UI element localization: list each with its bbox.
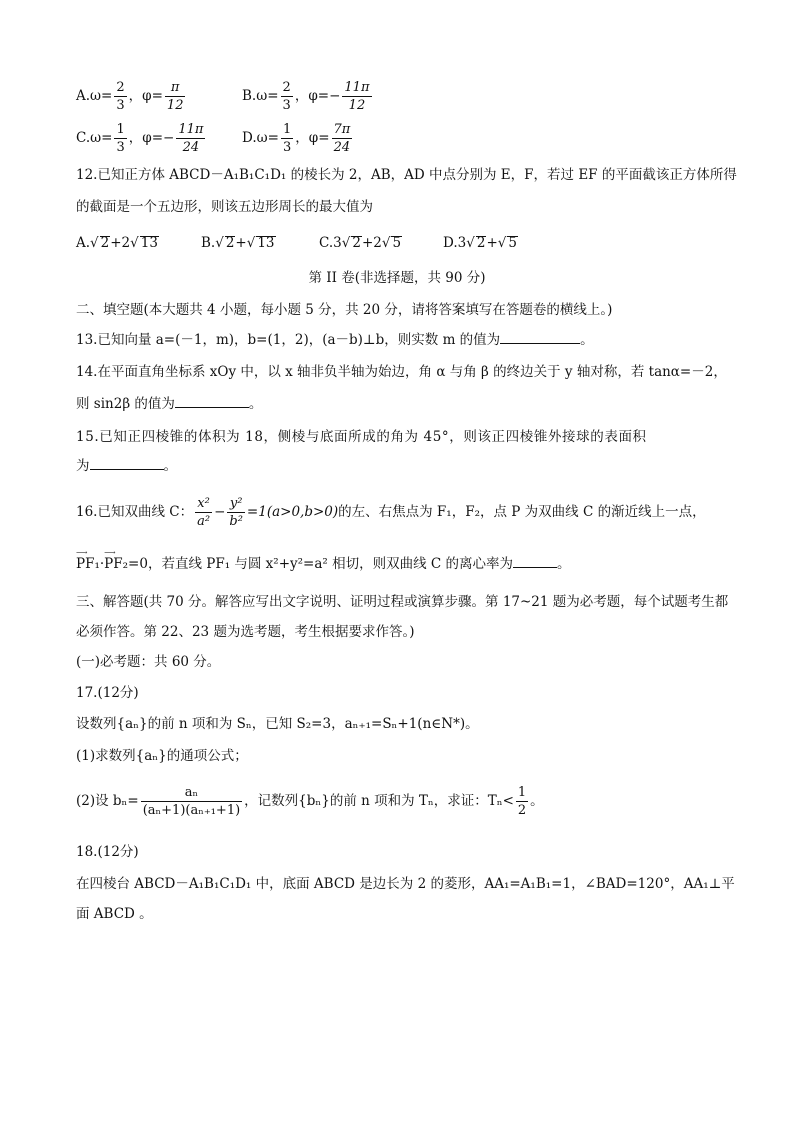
q16-text: 16.已知双曲线 C：	[76, 504, 194, 520]
q12-line-2: 的截面是一个五边形，则该五边形周长的最大值为	[76, 199, 373, 215]
numerator: 1	[116, 122, 125, 137]
numerator: 11π	[178, 122, 204, 137]
q13	[76, 334, 594, 348]
option-label: B.	[201, 235, 216, 251]
section3-heading-1: 三、解答题(共 70 分。解答应写出文字说明、证明过程或演算步骤。第 17~21 题为必考题，每个试题考生都	[76, 594, 729, 610]
numerator: 2	[116, 80, 125, 95]
period: 。	[530, 793, 544, 809]
q15-line-2	[76, 460, 177, 474]
phi-fraction	[176, 122, 205, 155]
radicand: 13	[140, 235, 158, 251]
numerator: π	[165, 80, 186, 97]
q16-line-2	[76, 548, 571, 572]
numerator: aₙ	[141, 785, 242, 802]
phi-fraction	[165, 80, 186, 113]
section2-heading: 二、填空题(本大题共 4 小题，每小题 5 分，共 20 分，请将答案填写在答题卷的横线上。)	[76, 302, 613, 318]
x-fraction	[195, 496, 212, 529]
dot-operator: ·	[99, 556, 105, 572]
period: 。	[163, 458, 177, 474]
numerator: 7π	[333, 122, 351, 137]
omega-fraction	[114, 80, 126, 113]
sqrt-symbol: √ 2	[466, 235, 486, 251]
separator: ，φ=−	[128, 130, 175, 146]
answer-blank	[90, 467, 164, 470]
period: 。	[557, 556, 571, 572]
separator: ，φ=	[295, 130, 330, 146]
q12-option-a	[76, 236, 159, 251]
period: 。	[580, 332, 594, 348]
sqrt-symbol: √ 13	[246, 235, 275, 251]
half-fraction	[516, 785, 528, 818]
q18-heading: 18.(12分)	[76, 844, 139, 860]
sqrt-symbol: √ 5	[381, 235, 402, 251]
q18-line-1: 在四棱台 ABCD－A₁B₁C₁D₁ 中，底面 ABCD 是边长为 2 的菱形，AA₁=A₁B₁=1，∠BAD=120°，AA₁⊥平	[76, 876, 735, 892]
operator: −	[214, 504, 226, 520]
required-subheading: (一)必考题：共 60 分。	[76, 654, 221, 670]
operator: +2	[110, 235, 131, 251]
q16-line-1	[76, 496, 706, 529]
radicand: 2	[476, 235, 486, 251]
denominator: 3	[282, 140, 292, 155]
sqrt-symbol: √ 2	[215, 235, 235, 251]
q12-option-c	[319, 236, 402, 251]
q17-part-1: (1)求数列{aₙ}的通项公式；	[76, 748, 248, 764]
option-label: C.ω=	[76, 130, 113, 146]
vector-label: PF₂	[104, 556, 129, 572]
sqrt-symbol: √ 13	[130, 235, 158, 251]
denominator: 3	[116, 140, 125, 155]
vector-label: PF₁	[76, 556, 100, 572]
q15-line-1: 15.已知正四棱锥的体积为 18，侧棱与底面所成的角为 45°，则该正四棱锥外接球的表面积	[76, 429, 647, 445]
q17-text: (2)设 bₙ=	[76, 793, 139, 809]
q11-option-c	[76, 122, 207, 155]
radicand: 13	[257, 235, 275, 251]
b-n-fraction	[141, 785, 242, 818]
sqrt-symbol: √ 2	[90, 235, 110, 251]
q12-option-d	[443, 236, 518, 251]
separator: ，φ=	[128, 88, 163, 104]
numerator: y²	[227, 496, 245, 513]
option-label: D.ω=	[242, 130, 279, 146]
numerator: x²	[195, 496, 212, 513]
denominator: (aₙ+1)(aₙ₊₁+1)	[142, 803, 241, 818]
q17-part-2	[76, 785, 544, 818]
q18-line-2: 面 ABCD 。	[76, 906, 153, 922]
answer-blank	[175, 405, 249, 408]
denominator: 12	[166, 98, 184, 113]
option-label: A.ω=	[76, 88, 113, 104]
q15-text: 为	[76, 458, 90, 474]
answer-blank	[513, 565, 557, 568]
denominator: 24	[182, 140, 200, 155]
denominator: 12	[348, 98, 366, 113]
vector-pf2	[104, 548, 129, 572]
operator: +	[235, 235, 247, 251]
denominator: 2	[517, 803, 527, 818]
numerator: 1	[282, 122, 292, 137]
q11-option-a	[76, 80, 187, 113]
vector-arrow-icon: ⟶	[104, 548, 115, 557]
q14-line-1: 14.在平面直角坐标系 xOy 中，以 x 轴非负半轴为始边，角 α 与角 β 的终边关于 y 轴对称，若 tanα=－2，	[76, 364, 727, 380]
sqrt-symbol: √ 5	[497, 235, 517, 251]
q13-text: 13.已知向量 a=(－1，m)，b=(1，2)，(a－b)⊥b，则实数 m 的值为	[76, 332, 501, 348]
radicand: 5	[392, 235, 402, 251]
operator: +2	[361, 235, 382, 251]
q17-stem: 设数列{aₙ}的前 n 项和为 Sₙ，已知 S₂=3，aₙ₊₁=Sₙ+1(n∈N*)。	[76, 716, 479, 732]
part2-title: 第 II 卷(非选择题，共 90 分)	[308, 270, 486, 286]
equation-condition: =1(a>0,b>0)	[246, 504, 339, 520]
phi-fraction	[342, 80, 371, 113]
q11-option-d	[242, 122, 354, 155]
y-fraction	[227, 496, 245, 529]
radicand: 2	[352, 235, 361, 251]
numerator: 1	[517, 785, 527, 800]
q16-text-3: =0，若直线 PF₁ 与圆 x²+y²=a² 相切，则双曲线 C 的离心率为	[128, 556, 514, 572]
denominator: a²	[197, 514, 211, 529]
radicand: 2	[100, 235, 110, 251]
numerator: 2	[282, 80, 291, 95]
sqrt-symbol: √ 2	[341, 235, 361, 251]
q12-line-1: 12.已知正方体 ABCD－A₁B₁C₁D₁ 的棱长为 2，AB，AD 中点分别为 E，F，若过 EF 的平面截该正方体所得	[76, 167, 737, 183]
q17-text-2: ，记数列{bₙ}的前 n 项和为 Tₙ，求证：Tₙ<	[244, 793, 514, 809]
option-label: B.ω=	[242, 88, 279, 104]
omega-fraction	[114, 122, 126, 155]
section3-heading-2: 必须作答。第 22、23 题为选考题，考生根据要求作答。)	[76, 624, 415, 640]
operator: +	[486, 235, 498, 251]
q16-text-2: 的左、右焦点为 F₁，F₂，点 P 为双曲线 C 的渐近线上一点，	[338, 504, 706, 520]
option-label: A.	[76, 235, 91, 251]
omega-fraction	[281, 80, 293, 113]
denominator: 24	[333, 140, 351, 155]
option-label: C.3	[319, 235, 342, 251]
period: 。	[248, 396, 263, 412]
answer-blank	[500, 341, 580, 344]
denominator: b²	[229, 514, 243, 529]
separator: ，φ=−	[294, 88, 341, 104]
denominator: 3	[116, 98, 125, 113]
radicand: 5	[508, 235, 517, 251]
numerator: 11π	[344, 80, 370, 95]
radicand: 2	[225, 235, 235, 251]
q12-option-b	[201, 236, 276, 251]
q14-line-2	[76, 398, 262, 412]
vector-arrow-icon: ⟶	[76, 548, 87, 557]
q11-option-b	[242, 80, 374, 113]
omega-fraction	[281, 122, 293, 155]
vector-pf1	[76, 548, 100, 572]
denominator: 3	[282, 98, 291, 113]
option-label: D.3	[443, 235, 467, 251]
q14-text: 则 sin2β 的值为	[76, 396, 175, 412]
phi-fraction	[332, 122, 353, 155]
q17-heading: 17.(12分)	[76, 685, 139, 701]
